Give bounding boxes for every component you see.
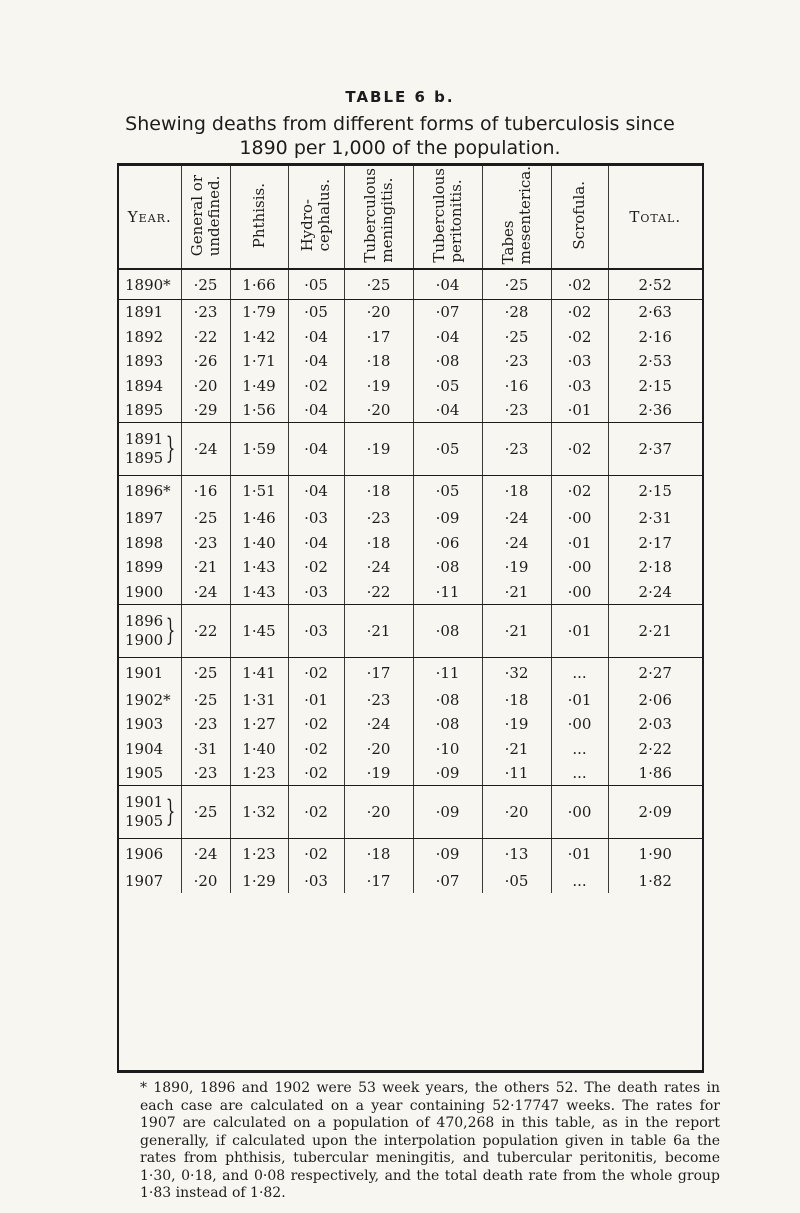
cell-year (119, 604, 181, 657)
cell-peritonitis: ·09 (413, 786, 482, 839)
cell-meningitis: ·18 (344, 476, 413, 506)
table-row (119, 579, 702, 604)
cell-year: 1906 (125, 845, 164, 864)
cell-total: 2·18 (608, 555, 702, 580)
cell-hydrocephalus: ·04 (288, 476, 344, 506)
col-header-hydrocephalus: Hydro- cephalus. (288, 166, 344, 269)
cell-hydrocephalus: ·03 (288, 579, 344, 604)
cell-peritonitis: ·06 (413, 530, 482, 555)
cell-total: 2·09 (608, 786, 702, 839)
cell-general: ·22 (181, 604, 230, 657)
cell-total: 1·82 (608, 869, 702, 894)
year-range-line: 1891 (125, 430, 164, 449)
header-row (119, 166, 702, 269)
cell-year: 1905 (119, 761, 181, 786)
cell-phthisis: 1·31 (230, 687, 288, 712)
cell-hydrocephalus: ·04 (288, 530, 344, 555)
col-header-year: Year. (119, 166, 181, 269)
cell-peritonitis: ·08 (413, 349, 482, 374)
cell-meningitis: ·18 (344, 530, 413, 555)
cell-peritonitis: ·07 (413, 869, 482, 894)
cell-peritonitis: ·05 (413, 476, 482, 506)
subtitle-line: Shewing deaths from different forms of tuberculosis since (125, 113, 675, 135)
cell-scrofula: ... (551, 869, 608, 894)
cell-peritonitis: ·09 (413, 839, 482, 869)
cell-total: 2·16 (608, 324, 702, 349)
cell-general: ·20 (181, 373, 230, 398)
cell-hydrocephalus: ·01 (288, 687, 344, 712)
table-row (119, 530, 702, 555)
year-range-line: 1895 (125, 449, 164, 468)
cell-meningitis: ·20 (344, 786, 413, 839)
cell-tabes: ·23 (482, 349, 551, 374)
cell-meningitis: ·24 (344, 555, 413, 580)
cell-tabes: ·20 (482, 786, 551, 839)
cell-year: 1891 (125, 303, 164, 322)
cell-total: 2·36 (608, 398, 702, 423)
cell-meningitis: ·19 (344, 761, 413, 786)
cell-general: ·21 (181, 555, 230, 580)
col-header-tabes: Tabes mesenterica. (482, 166, 551, 269)
cell-general: ·24 (181, 423, 230, 476)
cell-peritonitis: ·11 (413, 657, 482, 687)
cell-phthisis: 1·71 (230, 349, 288, 374)
col-header-peritonitis: Tuberculous peritonitis. (413, 166, 482, 269)
year-range-line: 1896 (125, 611, 164, 630)
cell-peritonitis: ·04 (413, 269, 482, 299)
cell-peritonitis: ·05 (413, 373, 482, 398)
cell-year: 1902* (125, 690, 171, 709)
cell-total: 2·27 (608, 657, 702, 687)
cell-peritonitis: ·08 (413, 555, 482, 580)
table-row-average (119, 786, 702, 839)
cell-peritonitis: ·08 (413, 687, 482, 712)
cell-tabes: ·25 (482, 324, 551, 349)
cell-total: 2·31 (608, 506, 702, 531)
cell-year: 1898 (125, 533, 164, 552)
cell-phthisis: 1·43 (230, 579, 288, 604)
cell-hydrocephalus: ·03 (288, 869, 344, 894)
cell-year: 1896* (125, 482, 171, 501)
col-header-scrofula: Scrofula. (551, 166, 608, 269)
cell-total: 2·06 (608, 687, 702, 712)
cell-hydrocephalus: ·02 (288, 786, 344, 839)
table-row (119, 736, 702, 761)
cell-phthisis: 1·23 (230, 839, 288, 869)
cell-total: 2·03 (608, 712, 702, 737)
cell-tabes: ·24 (482, 506, 551, 531)
cell-tabes: ·23 (482, 423, 551, 476)
cell-general: ·25 (181, 687, 230, 712)
cell-hydrocephalus: ·04 (288, 398, 344, 423)
cell-hydrocephalus: ·02 (288, 373, 344, 398)
year-range-line: 1905 (125, 812, 164, 831)
table-row (119, 299, 702, 324)
col-header-phthisis: Phthisis. (230, 166, 288, 269)
cell-general: ·24 (181, 839, 230, 869)
cell-general: ·25 (181, 786, 230, 839)
table-row (119, 839, 702, 869)
cell-tabes: ·21 (482, 736, 551, 761)
year-range-line: 1900 (125, 630, 164, 649)
cell-total: 2·52 (608, 269, 702, 299)
col-header-general: General or undefined. (181, 166, 230, 269)
cell-scrofula: ... (551, 736, 608, 761)
table-subtitle (0, 112, 800, 160)
cell-phthisis: 1·43 (230, 555, 288, 580)
cell-meningitis: ·20 (344, 299, 413, 324)
brace-mark: } (165, 794, 176, 830)
col-header-meningitis: Tuberculous meningitis. (344, 166, 413, 269)
cell-year: 1894 (125, 376, 164, 395)
cell-year: 1900 (119, 579, 181, 604)
cell-peritonitis: ·09 (413, 506, 482, 531)
cell-peritonitis: ·05 (413, 423, 482, 476)
cell-peritonitis: ·07 (413, 299, 482, 324)
cell-hydrocephalus: ·02 (288, 736, 344, 761)
cell-general: ·23 (181, 299, 230, 324)
cell-year (119, 423, 181, 476)
cell-hydrocephalus: ·02 (288, 555, 344, 580)
cell-peritonitis: ·04 (413, 324, 482, 349)
cell-meningitis: ·24 (344, 712, 413, 737)
cell-scrofula: ·02 (551, 476, 608, 506)
cell-total: 2·37 (608, 423, 702, 476)
cell-scrofula: ·01 (551, 839, 608, 869)
cell-year: 1890* (119, 269, 181, 299)
year-range-line: 1901 (125, 793, 164, 812)
cell-meningitis: ·19 (344, 373, 413, 398)
cell-total: 2·24 (608, 579, 702, 604)
cell-phthisis: 1·32 (230, 786, 288, 839)
cell-tabes: ·11 (482, 761, 551, 786)
cell-peritonitis: ·08 (413, 712, 482, 737)
cell-peritonitis: ·10 (413, 736, 482, 761)
cell-scrofula: ·02 (551, 269, 608, 299)
cell-general: ·25 (181, 506, 230, 531)
cell-phthisis: 1·49 (230, 373, 288, 398)
cell-general: ·23 (181, 712, 230, 737)
table-row (119, 373, 702, 398)
cell-tabes: ·19 (482, 712, 551, 737)
cell-tabes: ·13 (482, 839, 551, 869)
footnote: * 1890, 1896 and 1902 were 53 week years, the others 52. The death rates in each case are calculated on a year containing 52·17747 weeks. The rates for 1907 are calculated on a population of 470,268 in this table, as in the report generally, if calculated upon the interpolation population given in table 6a the rates from phthisis, tubercular meningitis, and tubercular peritonitis, become 1·30, 0·18, and 0·08 respectively, and the total death rate from the whole group 1·83 instead of 1·82. (140, 1080, 720, 1201)
cell-year: 1892 (125, 327, 164, 346)
table-row (119, 324, 702, 349)
cell-scrofula: ·00 (551, 712, 608, 737)
cell-general: ·23 (181, 761, 230, 786)
cell-tabes: ·28 (482, 299, 551, 324)
cell-general: ·25 (181, 269, 230, 299)
cell-tabes: ·25 (482, 269, 551, 299)
cell-general: ·25 (181, 657, 230, 687)
cell-phthisis: 1·51 (230, 476, 288, 506)
cell-year: 1895 (119, 398, 181, 423)
cell-phthisis: 1·56 (230, 398, 288, 423)
cell-meningitis: ·18 (344, 349, 413, 374)
cell-hydrocephalus: ·05 (288, 299, 344, 324)
cell-meningitis: ·20 (344, 398, 413, 423)
cell-meningitis: ·25 (344, 269, 413, 299)
cell-tabes: ·21 (482, 604, 551, 657)
table-row (119, 269, 702, 299)
cell-meningitis: ·17 (344, 657, 413, 687)
cell-hydrocephalus: ·05 (288, 269, 344, 299)
cell-tabes: ·16 (482, 373, 551, 398)
cell-scrofula: ·02 (551, 299, 608, 324)
cell-general: ·20 (181, 869, 230, 894)
table-row (119, 555, 702, 580)
cell-total: 1·86 (608, 761, 702, 786)
cell-phthisis: 1·46 (230, 506, 288, 531)
table-row (119, 657, 702, 687)
cell-scrofula: ·00 (551, 506, 608, 531)
cell-scrofula: ·03 (551, 373, 608, 398)
brace-mark: } (165, 431, 176, 467)
cell-scrofula: ·01 (551, 604, 608, 657)
cell-tabes: ·24 (482, 530, 551, 555)
cell-total: 2·17 (608, 530, 702, 555)
cell-tabes: ·05 (482, 869, 551, 894)
cell-peritonitis: ·09 (413, 761, 482, 786)
table-label: TABLE 6 b. (345, 88, 455, 106)
cell-hydrocephalus: ·04 (288, 423, 344, 476)
cell-hydrocephalus: ·04 (288, 349, 344, 374)
cell-phthisis: 1·40 (230, 736, 288, 761)
cell-scrofula: ·01 (551, 530, 608, 555)
cell-year: 1897 (125, 509, 164, 528)
cell-phthisis: 1·66 (230, 269, 288, 299)
cell-scrofula: ·00 (551, 786, 608, 839)
table-row (119, 869, 702, 894)
cell-year: 1899 (125, 558, 164, 577)
brace-mark: } (165, 612, 176, 648)
cell-tabes: ·18 (482, 687, 551, 712)
cell-phthisis: 1·45 (230, 604, 288, 657)
cell-total: 2·22 (608, 736, 702, 761)
subtitle-line: 1890 per 1,000 of the population. (239, 137, 561, 159)
cell-phthisis: 1·79 (230, 299, 288, 324)
cell-tabes: ·32 (482, 657, 551, 687)
cell-hydrocephalus: ·03 (288, 506, 344, 531)
cell-phthisis: 1·29 (230, 869, 288, 894)
cell-peritonitis: ·08 (413, 604, 482, 657)
cell-total: 2·63 (608, 299, 702, 324)
table-body (119, 269, 702, 893)
cell-total: 2·15 (608, 373, 702, 398)
cell-meningitis: ·17 (344, 869, 413, 894)
cell-general: ·31 (181, 736, 230, 761)
tuberculosis-deaths-table (119, 166, 702, 893)
cell-phthisis: 1·40 (230, 530, 288, 555)
table-row-average (119, 604, 702, 657)
table-row (119, 506, 702, 531)
table-row (119, 712, 702, 737)
cell-meningitis: ·23 (344, 687, 413, 712)
cell-year (119, 786, 181, 839)
cell-total: 2·53 (608, 349, 702, 374)
cell-meningitis: ·21 (344, 604, 413, 657)
cell-meningitis: ·18 (344, 839, 413, 869)
cell-phthisis: 1·27 (230, 712, 288, 737)
cell-year: 1903 (125, 715, 164, 734)
cell-general: ·22 (181, 324, 230, 349)
cell-phthisis: 1·41 (230, 657, 288, 687)
cell-peritonitis: ·11 (413, 579, 482, 604)
table-row (119, 398, 702, 423)
cell-general: ·16 (181, 476, 230, 506)
cell-year: 1907 (125, 872, 164, 891)
cell-general: ·26 (181, 349, 230, 374)
cell-scrofula: ·01 (551, 398, 608, 423)
cell-total: 2·15 (608, 476, 702, 506)
table-frame (117, 163, 704, 1073)
cell-meningitis: ·22 (344, 579, 413, 604)
cell-general: ·24 (181, 579, 230, 604)
cell-general: ·23 (181, 530, 230, 555)
table-row (119, 761, 702, 786)
cell-peritonitis: ·04 (413, 398, 482, 423)
cell-year: 1893 (125, 352, 164, 371)
cell-tabes: ·23 (482, 398, 551, 423)
cell-tabes: ·21 (482, 579, 551, 604)
cell-total: 2·21 (608, 604, 702, 657)
cell-general: ·29 (181, 398, 230, 423)
cell-hydrocephalus: ·02 (288, 712, 344, 737)
cell-total: 1·90 (608, 839, 702, 869)
table-row (119, 349, 702, 374)
cell-scrofula: ·00 (551, 579, 608, 604)
cell-hydrocephalus: ·02 (288, 839, 344, 869)
cell-scrofula: ... (551, 761, 608, 786)
cell-tabes: ·18 (482, 476, 551, 506)
cell-tabes: ·19 (482, 555, 551, 580)
cell-scrofula: ·02 (551, 324, 608, 349)
table-row (119, 476, 702, 506)
cell-phthisis: 1·59 (230, 423, 288, 476)
cell-scrofula: ·02 (551, 423, 608, 476)
col-header-total: Total. (608, 166, 702, 269)
table-row (119, 687, 702, 712)
cell-meningitis: ·19 (344, 423, 413, 476)
cell-scrofula: ·01 (551, 687, 608, 712)
cell-hydrocephalus: ·02 (288, 657, 344, 687)
table-row-average (119, 423, 702, 476)
cell-scrofula: ·03 (551, 349, 608, 374)
cell-meningitis: ·20 (344, 736, 413, 761)
cell-hydrocephalus: ·02 (288, 761, 344, 786)
cell-hydrocephalus: ·04 (288, 324, 344, 349)
cell-phthisis: 1·23 (230, 761, 288, 786)
cell-scrofula: ... (551, 657, 608, 687)
cell-scrofula: ·00 (551, 555, 608, 580)
cell-hydrocephalus: ·03 (288, 604, 344, 657)
cell-meningitis: ·17 (344, 324, 413, 349)
cell-phthisis: 1·42 (230, 324, 288, 349)
cell-meningitis: ·23 (344, 506, 413, 531)
cell-year: 1901 (125, 663, 164, 682)
cell-year: 1904 (125, 739, 164, 758)
